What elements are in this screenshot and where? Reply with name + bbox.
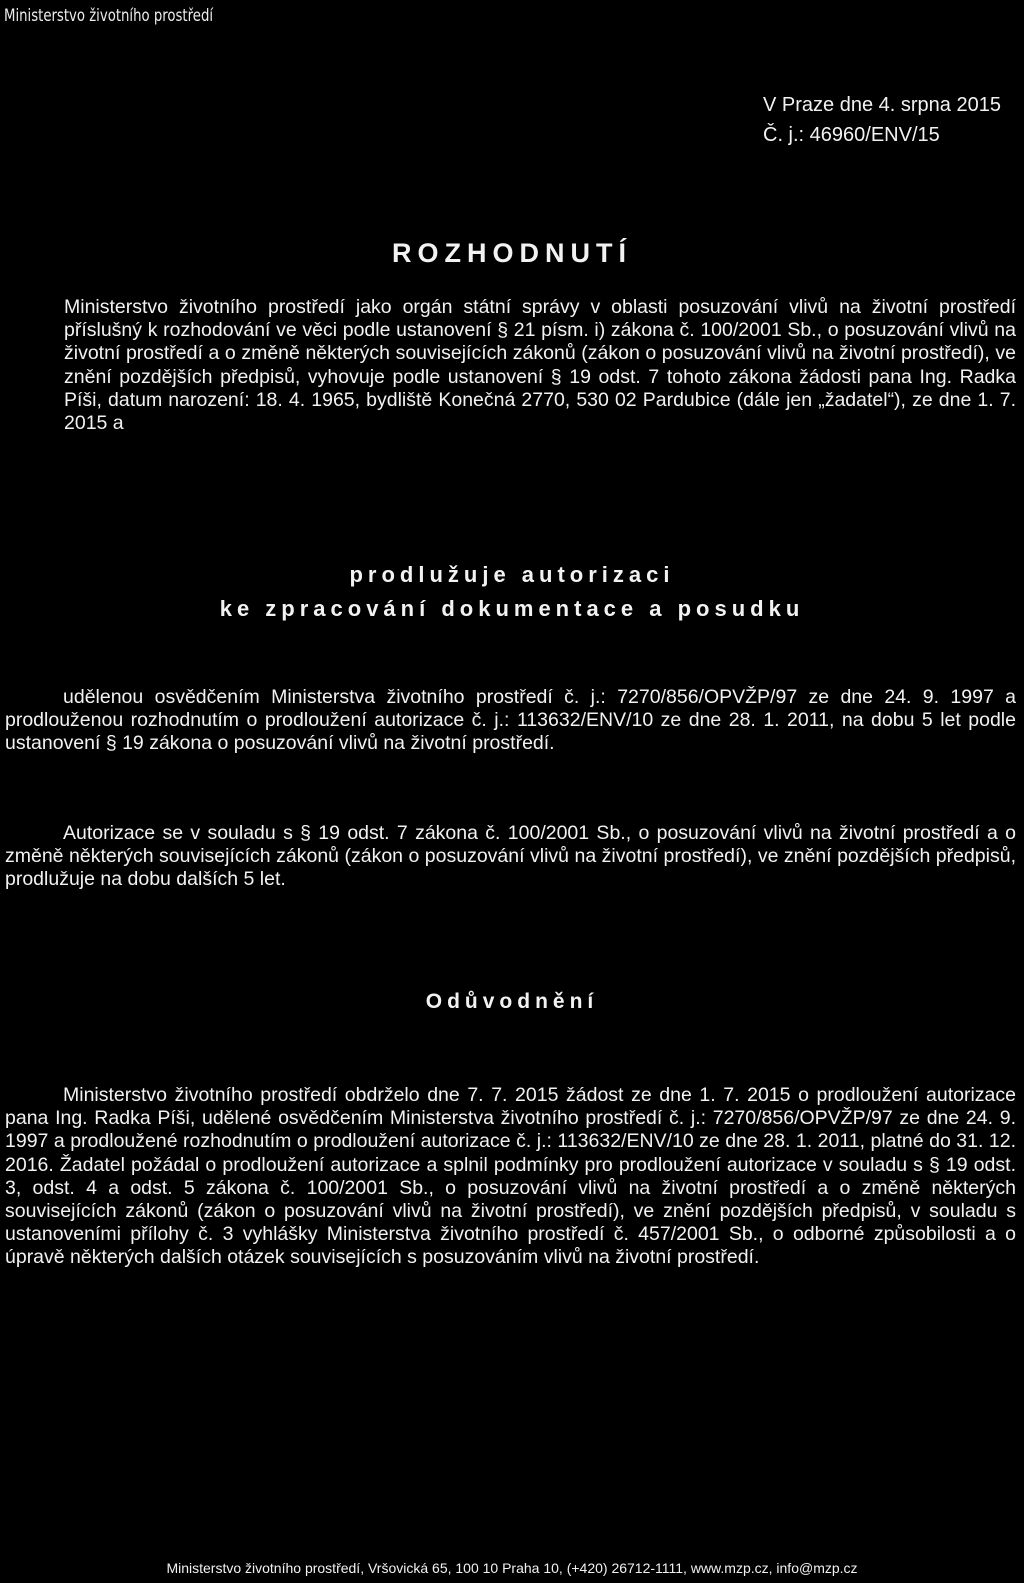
authorization-paragraph: udělenou osvědčením Ministerstva životního prostředí č. j.: 7270/856/OPVŽP/97 ze dne 24. 9. 1997 a prodlouženou rozhodnutím o prodloužení autorizace č. j.: 113632/ENV/10 ze dne 28. 1. 2011, na dobu 5 let podle ustanovení § 19 zákona o posuzování vlivů na životní prostředí. [5, 686, 1016, 755]
intro-paragraph: Ministerstvo životního prostředí jako orgán státní správy v oblasti posuzování vlivů na životní prostředí příslušný k rozhodování ve věci podle ustanovení § 21 písm. i) zákona č. 100/2001 Sb., o posuzování vlivů na životní prostředí a o změně některých souvisejících zákonů (zákon o posuzování vlivů na životní prostředí), ve znění pozdějších předpisů, vyhovuje podle ustanovení § 19 odst. 7 tohoto zákona žádosti pana Ing. Radka Píši, datum narození: 18. 4. 1965, bydliště Konečná 2770, 530 02 Pardubice (dále jen „žadatel“), ze dne 1. 7. 2015 a [64, 296, 1016, 435]
reasoning-paragraph: Ministerstvo životního prostředí obdrželo dne 7. 7. 2015 žádost ze dne 1. 7. 2015 o prodloužení autorizace pana Ing. Radka Píši, udělené osvědčením Ministerstva životního prostředí č. j.: 7270/856/OPVŽP/97 ze dne 24. 9. 1997 a prodloužené rozhodnutím o prodloužení autorizace č. j.: 113632/ENV/10 ze dne 28. 1. 2011, platné do 31. 12. 2016. Žadatel požádal o prodloužení autorizace a splnil podmínky pro prodloužení autorizace v souladu s § 19 odst. 3, odst. 4 a odst. 5 zákona č. 100/2001 Sb., o posuzování vlivů na životní prostředí a o změně některých souvisejících zákonů (zákon o posuzování vlivů na životní prostředí), ve znění pozdějších předpisů, v souladu s ustanoveními přílohy č. 3 vyhlášky Ministerstva životního prostředí č. 457/2001 Sb., o odborné způsobilosti a o úpravě některých dalších otázek souvisejících s posuzováním vlivů na životní prostředí. [5, 1084, 1016, 1269]
place-date: V Praze dne 4. srpna 2015 [763, 94, 1001, 116]
reference-number: Č. j.: 46960/ENV/15 [763, 124, 940, 146]
reasoning-heading: Odůvodnění [425, 990, 599, 1013]
document-meta [763, 90, 1001, 150]
ministry-header: Ministerstvo životního prostředí [4, 6, 214, 26]
decision-line-2: ke zpracování dokumentace a posudku [219, 596, 805, 621]
document-title: ROZHODNUTÍ [392, 238, 632, 268]
footer-contact: Ministerstvo životního prostředí, Vršovická 65, 100 10 Praha 10, (+420) 26712-1111, www.mzp.cz, info@mzp.cz [166, 1560, 858, 1576]
extension-paragraph: Autorizace se v souladu s § 19 odst. 7 zákona č. 100/2001 Sb., o posuzování vlivů na životní prostředí a o změně některých souvisejících zákonů (zákon o posuzování vlivů na životní prostředí), ve znění pozdějších předpisů, prodlužuje na dobu dalších 5 let. [5, 822, 1016, 891]
decision-line-1: prodlužuje autorizaci [349, 562, 675, 587]
